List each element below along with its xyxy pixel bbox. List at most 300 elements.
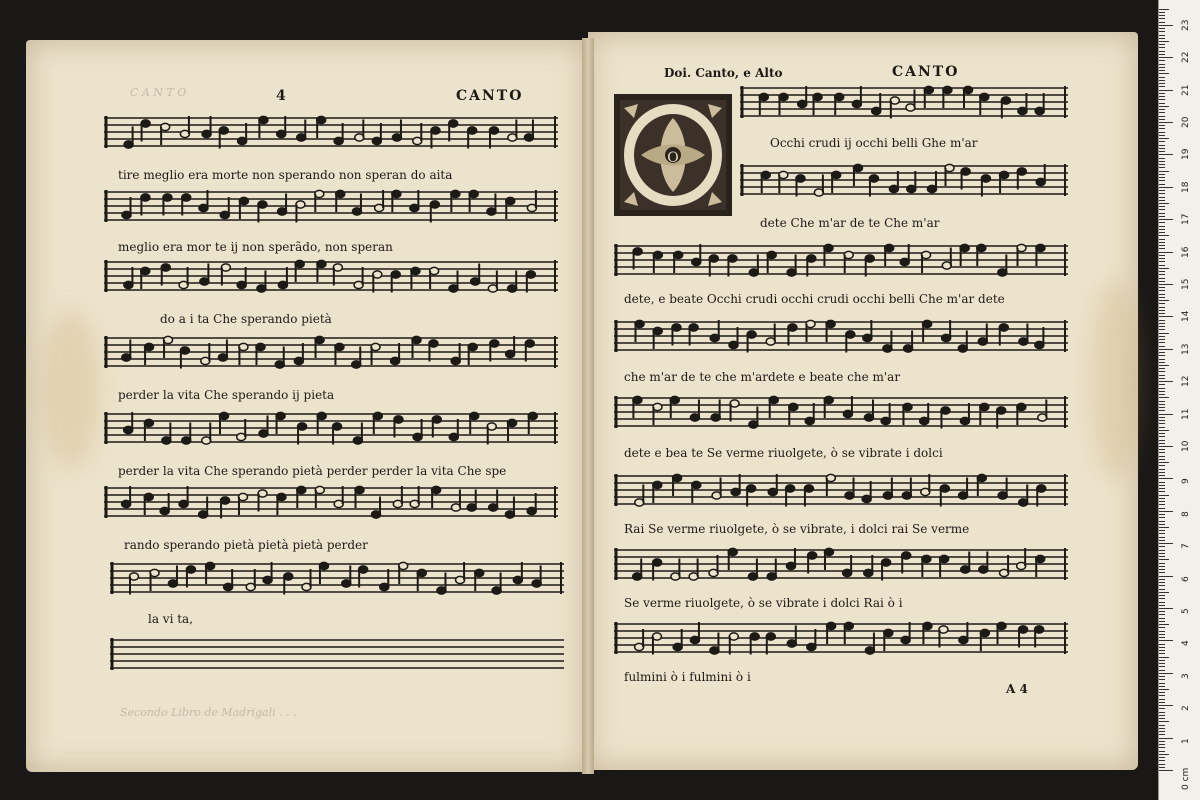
ruler-tick [1159, 498, 1165, 499]
ruler-number: 16 [1181, 246, 1191, 258]
music-staff [614, 392, 1068, 432]
ruler-tick [1159, 407, 1165, 408]
right-header-title: CANTO [892, 64, 960, 80]
ruler-tick [1159, 77, 1165, 78]
music-staff [740, 160, 1068, 200]
lyric-line: meglio era mor te ij non sperãdo, non speran [118, 240, 393, 254]
ruler-tick [1159, 491, 1165, 492]
lyric-line: Se verme riuolgete, ò se vibrate i dolci Rai ò i [624, 596, 903, 610]
ruler-tick [1159, 546, 1165, 547]
lyric-line: tire meglio era morte non sperando non speran do aita [118, 168, 453, 182]
ruler-tick [1159, 624, 1169, 625]
ruler-tick [1159, 109, 1165, 110]
ruler-tick [1159, 553, 1165, 554]
ruler-tick [1159, 602, 1165, 603]
ruler-tick [1159, 482, 1165, 483]
ruler-tick [1159, 731, 1165, 732]
ruler-tick [1159, 203, 1169, 204]
music-staff [110, 558, 564, 598]
ruler-tick [1159, 695, 1165, 696]
ruler-number: 11 [1181, 408, 1191, 420]
ruler-tick [1159, 572, 1165, 573]
ruler-number: 15 [1181, 278, 1191, 290]
ruler-number: 8 [1181, 511, 1191, 517]
ruler-tick [1159, 86, 1165, 87]
ruler-tick [1159, 164, 1165, 165]
ruler-tick [1159, 621, 1165, 622]
music-staff [614, 240, 1068, 280]
ruler-tick [1159, 222, 1165, 223]
ruler-tick [1159, 543, 1173, 544]
signature-mark: A 4 [1006, 682, 1028, 696]
ruler-tick [1159, 35, 1165, 36]
ruler-tick [1159, 712, 1165, 713]
ruler-number: 5 [1181, 608, 1191, 614]
ruler-tick [1159, 41, 1169, 42]
lyric-line: rando sperando pietà pietà pietà perder [124, 538, 368, 552]
ruler-tick [1159, 274, 1165, 275]
ruler-tick [1159, 705, 1173, 706]
ruler-tick [1159, 158, 1165, 159]
ruler-tick [1159, 67, 1165, 68]
ruler-number: 3 [1181, 673, 1191, 679]
ruler-tick [1159, 614, 1165, 615]
ruler-tick [1159, 271, 1165, 272]
ruler-tick [1159, 670, 1165, 671]
ruler-tick [1159, 9, 1169, 10]
lyric-line: Occhi crudi ij occhi belli Ghe m'ar [770, 136, 978, 150]
ruler-number: 20 [1181, 116, 1191, 128]
music-staff [104, 332, 558, 372]
ruler-tick [1159, 598, 1165, 599]
ruler-tick [1159, 657, 1169, 658]
music-staff [104, 186, 558, 226]
ruler-tick [1159, 174, 1165, 175]
ruler-tick [1159, 686, 1165, 687]
ruler-tick [1159, 689, 1169, 690]
ruler-tick [1159, 699, 1165, 700]
ruler-tick [1159, 18, 1165, 19]
ruler-tick [1159, 106, 1169, 107]
ruler-tick [1159, 741, 1165, 742]
ruler-tick [1159, 255, 1165, 256]
ruler-tick [1159, 323, 1165, 324]
ruler-tick [1159, 187, 1173, 188]
ruler-tick [1159, 154, 1173, 155]
ruler-tick [1159, 352, 1165, 353]
music-staff [104, 256, 558, 296]
ruler-tick [1159, 226, 1165, 227]
ruler-tick [1159, 417, 1165, 418]
ruler-tick [1159, 647, 1165, 648]
ruler-tick [1159, 297, 1165, 298]
lyric-line: che m'ar de te che m'ardete e beate che m'ar [624, 370, 901, 384]
ruler-tick [1159, 38, 1165, 39]
right-header-voices: Doi. Canto, e Alto [664, 66, 783, 80]
ruler-tick [1159, 287, 1165, 288]
bleed-through-text: C A N T O [130, 86, 187, 99]
ruler-tick [1159, 135, 1165, 136]
ruler-tick [1159, 637, 1165, 638]
ruler-number: 4 [1181, 640, 1191, 647]
music-staff [614, 544, 1068, 584]
ruler-tick [1159, 427, 1165, 428]
ruler-tick [1159, 258, 1165, 259]
left-header-title: CANTO [456, 88, 524, 104]
ruler-tick [1159, 456, 1165, 457]
ruler-tick [1159, 359, 1165, 360]
ruler-tick [1159, 54, 1165, 55]
ruler-tick [1159, 521, 1165, 522]
ruler-tick [1159, 103, 1165, 104]
ruler-tick [1159, 313, 1165, 314]
ruler-tick [1159, 25, 1173, 26]
ruler-tick [1159, 770, 1173, 771]
ruler-tick [1159, 488, 1165, 489]
ruler-tick [1159, 760, 1165, 761]
ruler-tick [1159, 99, 1165, 100]
ruler-tick [1159, 465, 1165, 466]
ruler-tick [1159, 728, 1165, 729]
ruler-tick [1159, 248, 1165, 249]
ruler-tick [1159, 12, 1165, 13]
ruler-tick [1159, 339, 1165, 340]
ruler-tick [1159, 125, 1165, 126]
ruler-tick [1159, 93, 1165, 94]
ruler-tick [1159, 15, 1165, 16]
ruler-tick [1159, 290, 1165, 291]
ruler-tick [1159, 401, 1165, 402]
ruler-tick [1159, 634, 1165, 635]
ruler-tick [1159, 362, 1165, 363]
ruler-tick [1159, 161, 1165, 162]
ruler-tick [1159, 116, 1165, 117]
ruler-tick [1159, 478, 1173, 479]
ruler-tick [1159, 530, 1165, 531]
ruler-tick [1159, 595, 1165, 596]
lyric-line: Rai Se verme riuolgete, ò se vibrate, i dolci rai Se verme [624, 522, 970, 536]
ruler-tick [1159, 200, 1165, 201]
ruler-number: 13 [1181, 343, 1191, 355]
ruler-tick [1159, 533, 1165, 534]
ruler-tick [1159, 666, 1165, 667]
ruler-tick [1159, 320, 1165, 321]
lyric-line: perder la vita Che sperando ij pieta [118, 388, 335, 402]
ruler-tick [1159, 346, 1165, 347]
ruler-tick [1159, 459, 1165, 460]
ruler-tick [1159, 676, 1165, 677]
lyric-line: do a i ta Che sperando pietà [160, 312, 332, 326]
decorated-initial [614, 94, 732, 216]
ruler-tick [1159, 300, 1169, 301]
ruler-tick [1159, 378, 1165, 379]
music-staff [104, 112, 558, 152]
ruler-tick [1159, 495, 1169, 496]
lyric-line: dete, e beate Occhi crudi occhi crudi occhi belli Che m'ar dete [624, 292, 1005, 306]
ruler-tick [1159, 193, 1165, 194]
ruler-tick [1159, 265, 1165, 266]
ruler-tick [1159, 342, 1165, 343]
ruler-tick [1159, 550, 1165, 551]
ruler-tick [1159, 540, 1165, 541]
lyric-line: dete Che m'ar de te Che m'ar [760, 216, 940, 230]
ruler-tick [1159, 734, 1165, 735]
ruler-tick [1159, 381, 1173, 382]
ruler-number: 7 [1181, 543, 1191, 550]
ruler-tick [1159, 235, 1169, 236]
ruler-tick [1159, 410, 1165, 411]
ruler-tick [1159, 566, 1165, 567]
ruler-tick [1159, 145, 1165, 146]
ruler-tick [1159, 663, 1165, 664]
ruler-tick [1159, 303, 1165, 304]
ruler-tick [1159, 725, 1165, 726]
ruler-tick [1159, 469, 1165, 470]
bleed-through-text: Secondo Libro de Madrigali . . . [120, 706, 297, 719]
ruler-tick [1159, 28, 1165, 29]
ruler-tick [1159, 673, 1173, 674]
ruler-tick [1159, 70, 1165, 71]
ruler-tick [1159, 329, 1165, 330]
ruler-tick [1159, 326, 1165, 327]
ruler-number: 17 [1181, 213, 1191, 226]
music-staff [614, 470, 1068, 510]
ruler-tick [1159, 436, 1165, 437]
ruler-tick [1159, 618, 1165, 619]
ruler-tick [1159, 433, 1165, 434]
ruler-tick [1159, 96, 1165, 97]
ruler-tick [1159, 197, 1165, 198]
ruler-tick [1159, 119, 1165, 120]
ruler-tick [1159, 252, 1173, 253]
ruler-tick [1159, 449, 1165, 450]
ruler-tick [1159, 151, 1165, 152]
ruler-number: 14 [1181, 310, 1191, 323]
ruler-tick [1159, 349, 1173, 350]
ruler-tick [1159, 219, 1173, 220]
ruler-tick [1159, 563, 1165, 564]
ruler-tick [1159, 184, 1165, 185]
ruler-tick [1159, 239, 1165, 240]
music-staff [104, 482, 558, 522]
ruler-tick [1159, 229, 1165, 230]
lyric-line: perder la vita Che sperando pietà perder perder la vita Che spe [118, 464, 507, 478]
ruler-tick [1159, 708, 1165, 709]
ruler-tick [1159, 472, 1165, 473]
ruler-number: 2 [1181, 705, 1191, 712]
initial-letter: O [667, 150, 679, 166]
ruler-number: 22 [1181, 51, 1191, 64]
ruler-tick [1159, 371, 1165, 372]
ruler-tick [1159, 177, 1165, 178]
ruler-tick [1159, 644, 1165, 645]
music-staff [104, 408, 558, 448]
ruler-tick [1159, 60, 1165, 61]
ruler-tick [1159, 51, 1165, 52]
ruler-tick [1159, 517, 1165, 518]
ruler-number: 12 [1181, 375, 1191, 388]
ruler-tick [1159, 754, 1169, 755]
ruler-tick [1159, 420, 1165, 421]
ruler-tick [1159, 245, 1165, 246]
ruler-tick [1159, 462, 1169, 463]
ruler-tick [1159, 80, 1165, 81]
ruler-tick [1159, 44, 1165, 45]
ruler-tick [1159, 579, 1165, 580]
ruler-tick [1159, 242, 1165, 243]
ruler-tick [1159, 605, 1165, 606]
ruler-tick [1159, 660, 1165, 661]
ruler-tick [1159, 627, 1165, 628]
music-staff [614, 618, 1068, 658]
ruler-tick [1159, 738, 1173, 739]
ruler-tick [1159, 148, 1165, 149]
ruler-tick [1159, 504, 1165, 505]
ruler-number: 19 [1181, 148, 1191, 161]
music-staff [740, 82, 1068, 122]
ruler-tick [1159, 582, 1165, 583]
ruler-tick [1159, 576, 1173, 577]
ruler-tick [1159, 209, 1165, 210]
ruler-tick [1159, 384, 1165, 385]
ruler-number: 10 [1181, 440, 1191, 452]
ruler-tick [1159, 316, 1173, 317]
ruler-tick [1159, 333, 1169, 334]
ruler-tick [1159, 83, 1165, 84]
ruler-tick [1159, 653, 1165, 654]
ruler-tick [1159, 394, 1165, 395]
ruler-tick [1159, 721, 1169, 722]
water-stain [40, 310, 100, 470]
ruler-tick [1159, 355, 1165, 356]
ruler-tick [1159, 216, 1165, 217]
ruler-unit-label: 0 cm [1181, 767, 1191, 790]
ruler-tick [1159, 527, 1169, 528]
ruler-tick [1159, 524, 1165, 525]
ruler-tick [1159, 692, 1165, 693]
ruler-tick [1159, 294, 1165, 295]
ruler-number: 6 [1181, 575, 1191, 582]
ruler-tick [1159, 589, 1165, 590]
ruler-tick [1159, 747, 1165, 748]
ruler-tick [1159, 284, 1173, 285]
ruler-tick [1159, 112, 1165, 113]
lyric-line: dete e bea te Se verme riuolgete, ò se vibrate i dolci [624, 446, 943, 460]
ruler-tick [1159, 171, 1169, 172]
ruler-tick [1159, 650, 1165, 651]
ruler-tick [1159, 683, 1165, 684]
ruler-tick [1159, 31, 1165, 32]
book-gutter [582, 38, 594, 774]
ruler-tick [1159, 132, 1165, 133]
ruler-tick [1159, 611, 1165, 612]
ruler-tick [1159, 608, 1173, 609]
ruler-number: 1 [1181, 737, 1191, 744]
ruler-number: 18 [1181, 181, 1191, 193]
ruler-tick [1159, 569, 1165, 570]
measurement-ruler [1158, 0, 1200, 800]
ruler-tick [1159, 404, 1165, 405]
ruler-tick [1159, 397, 1169, 398]
ruler-tick [1159, 128, 1165, 129]
ruler-tick [1159, 514, 1165, 515]
ruler-number: 23 [1181, 19, 1191, 31]
ruler-tick [1159, 556, 1165, 557]
left-page-number: 4 [276, 88, 288, 104]
ruler-tick [1159, 232, 1165, 233]
ruler-tick [1159, 715, 1165, 716]
ruler-tick [1159, 440, 1165, 441]
ruler-number: 21 [1181, 84, 1191, 96]
ruler-tick [1159, 268, 1169, 269]
ruler-tick [1159, 122, 1173, 123]
ruler-tick [1159, 446, 1173, 447]
ruler-tick [1159, 307, 1165, 308]
ruler-tick [1159, 141, 1165, 142]
ruler-number: 9 [1181, 478, 1191, 485]
ruler-tick [1159, 64, 1165, 65]
ruler-tick [1159, 767, 1165, 768]
music-staff [614, 316, 1068, 356]
ruler-tick [1159, 631, 1165, 632]
ruler-tick [1159, 336, 1165, 337]
ruler-tick [1159, 190, 1165, 191]
ruler-tick [1159, 375, 1165, 376]
ruler-tick [1159, 391, 1165, 392]
ruler-tick [1159, 90, 1173, 91]
ruler-tick [1159, 640, 1173, 641]
ruler-tick [1159, 508, 1165, 509]
ruler-tick [1159, 751, 1165, 752]
ruler-tick [1159, 452, 1165, 453]
ruler-tick [1159, 501, 1165, 502]
ruler-tick [1159, 167, 1165, 168]
ruler-tick [1159, 511, 1173, 512]
ruler-tick [1159, 744, 1165, 745]
ruler-tick [1159, 559, 1169, 560]
ruler-tick [1159, 365, 1169, 366]
ruler-tick [1159, 206, 1165, 207]
ruler-tick [1159, 278, 1165, 279]
ruler-tick [1159, 388, 1165, 389]
ruler-tick [1159, 138, 1169, 139]
ruler-tick [1159, 57, 1173, 58]
ruler-tick [1159, 430, 1169, 431]
ruler-tick [1159, 281, 1165, 282]
ruler-tick [1159, 443, 1165, 444]
ruler-tick [1159, 585, 1165, 586]
ruler-tick [1159, 537, 1165, 538]
ruler-tick [1159, 414, 1173, 415]
ruler-tick [1159, 679, 1165, 680]
ruler-tick [1159, 764, 1165, 765]
ruler-tick [1159, 757, 1165, 758]
water-stain [1090, 280, 1140, 480]
ruler-tick [1159, 718, 1165, 719]
music-staff [110, 634, 564, 674]
lyric-line: fulmini ò i fulmini ò i [624, 670, 751, 684]
ruler-tick [1159, 423, 1165, 424]
ruler-tick [1159, 73, 1169, 74]
lyric-line: la vi ta, [148, 612, 194, 626]
ruler-tick [1159, 310, 1165, 311]
ruler-tick [1159, 22, 1165, 23]
ruler-tick [1159, 213, 1165, 214]
ruler-tick [1159, 475, 1165, 476]
ruler-tick [1159, 47, 1165, 48]
ruler-tick [1159, 485, 1165, 486]
ruler-tick [1159, 261, 1165, 262]
